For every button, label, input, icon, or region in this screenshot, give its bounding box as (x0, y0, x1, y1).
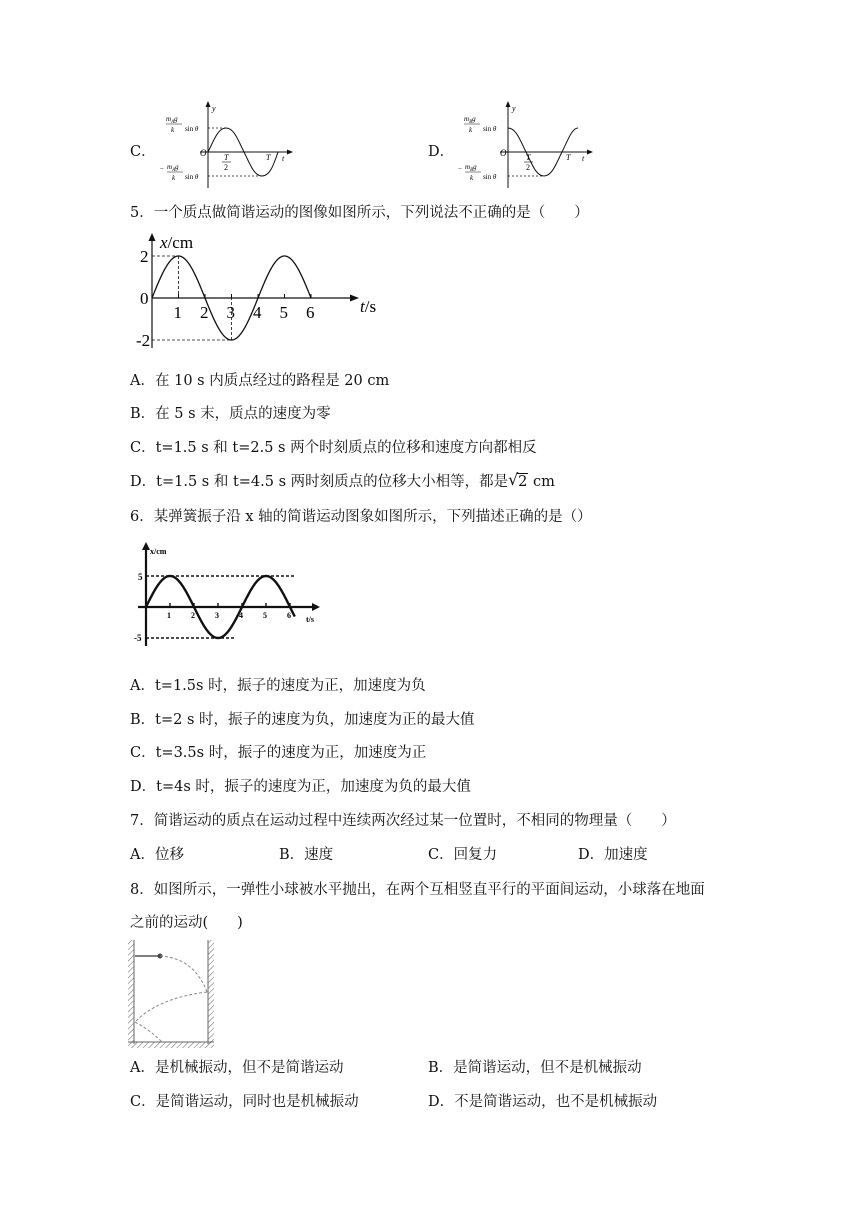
q6-x-axis-label: x/cm (150, 547, 167, 556)
q7-option-a-letter: A． (130, 847, 155, 863)
q6-t-axis-label: t/s (306, 615, 314, 624)
svg-text:−: − (160, 165, 164, 173)
q6-option-d-letter: D． (130, 779, 157, 795)
q7-option-c-letter: C． (428, 847, 454, 863)
q4c-y-label: y (212, 104, 216, 113)
q5-option-d-radicand: 2 (518, 474, 528, 490)
svg-text:T: T (566, 153, 571, 162)
svg-text:T: T (526, 153, 531, 162)
q7-option-d-text: 加速度 (604, 847, 648, 863)
q8-option-c-letter: C． (130, 1094, 156, 1110)
q4-option-c-letter: C． (130, 144, 156, 160)
q8-stem-line2: 之前的运动( ) (130, 915, 243, 931)
svg-text:mBg: $m_Bg$ (464, 115, 476, 125)
svg-text:mAg: $m_Ag$ (166, 115, 178, 125)
q6-option-a-text: t=1.5s 时，振子的速度为正，加速度为负 (154, 678, 426, 694)
svg-text:T: T (266, 153, 271, 162)
q7-option-b (279, 845, 333, 865)
q5-x-label: t/s (360, 297, 377, 316)
q6-option-d (130, 777, 471, 797)
q6-option-b (130, 710, 475, 730)
q5-option-b-text: 在 5 s 末，质点的速度为零 (155, 406, 331, 422)
q4-option-d-letter: D． (428, 144, 455, 160)
q8-option-b-letter: B． (428, 1060, 454, 1076)
q6-option-a (130, 676, 426, 696)
svg-text:sin θ: sin θ (483, 173, 497, 181)
q8-option-b (428, 1058, 642, 1078)
q5-option-a-text: 在 10 s 内质点经过的路程是 20 cm (154, 373, 390, 389)
q4d-t-label: t (582, 154, 585, 163)
q4c-origin: O (200, 148, 207, 158)
q5-option-b-letter: B． (130, 406, 156, 422)
q6-option-c-letter: C． (130, 745, 156, 761)
q6-graph (134, 540, 324, 650)
q6-tick-label: 6 (287, 611, 291, 620)
q5-stem: 5．一个质点做简谐运动的图像如图所示，下列说法不正确的是（ ） (130, 205, 589, 221)
q5-y-tick-label: 2 (140, 247, 149, 266)
q4d-y-label: y (512, 104, 516, 113)
q5-option-c (130, 438, 537, 458)
q8-option-c-text: 是简谐运动，同时也是机械振动 (155, 1094, 359, 1110)
q5-option-c-text: t=1.5 s 和 t=2.5 s 两个时刻质点的位移和速度方向都相反 (155, 440, 537, 456)
q8-option-c (130, 1092, 359, 1112)
q5-x-tick-label: 2 (200, 303, 209, 322)
q6-option-c-text: t=3.5s 时，振子的速度为正，加速度为正 (155, 745, 427, 761)
q5-option-b (130, 404, 331, 424)
q5-x-tick-label: 3 (226, 303, 235, 322)
q6-amp-label: 5 (138, 572, 143, 582)
q7-option-a-text: 位移 (154, 847, 184, 863)
svg-text:−: − (458, 165, 462, 173)
q5-option-d (130, 472, 555, 492)
q5-option-d-text: t=1.5 s 和 t=4.5 s 两时刻质点的位移大小相等，都是 (156, 474, 509, 490)
q4-option-c-graph (160, 100, 300, 192)
sqrt-symbol: √ 2 (508, 470, 528, 490)
svg-text:mBg: $m_Bg$ (465, 163, 477, 173)
svg-text:k: k (470, 174, 474, 182)
svg-text:T: T (224, 153, 229, 162)
q4-option-d-graph (458, 100, 598, 192)
q7-option-d (578, 845, 648, 865)
q7-option-c (428, 845, 497, 865)
q5-option-d-unit: cm (528, 474, 555, 490)
svg-text:sin θ: sin θ (185, 125, 199, 133)
q6-option-d-text: t=4s 时，振子的速度为正，加速度为负的最大值 (156, 779, 471, 795)
q8-option-d-letter: D． (428, 1094, 455, 1110)
q8-option-b-text: 是简谐运动，但不是机械振动 (453, 1060, 642, 1076)
q5-option-a-letter: A． (130, 373, 155, 389)
q6-stem: 6．某弹簧振子沿 x 轴的简谐运动图象如图所示，下列描述正确的是（） (130, 509, 592, 525)
q6-neg-amp-label: -5 (134, 633, 142, 643)
q7-option-d-letter: D． (578, 847, 605, 863)
q6-option-b-text: t=2 s 时，振子的速度为负，加速度为正的最大值 (155, 712, 475, 728)
q7-option-c-text: 回复力 (453, 847, 498, 863)
q7-option-b-text: 速度 (304, 847, 334, 863)
svg-text:k: k (172, 174, 176, 182)
svg-text:2: 2 (224, 163, 228, 172)
q5-y-tick-label: -2 (136, 331, 151, 350)
q6-tick-label: 4 (239, 611, 243, 620)
q8-stem-line1: 8．如图所示，一弹性小球被水平抛出，在两个互相竖直平行的平面间运动，小球落在地面 (130, 882, 705, 898)
q6-tick-label: 1 (167, 611, 171, 620)
q8-option-a (130, 1058, 343, 1078)
q8-option-d-text: 不是简谐运动，也不是机械振动 (454, 1094, 658, 1110)
q8-option-a-text: 是机械振动，但不是简谐运动 (154, 1060, 344, 1076)
q7-option-a (130, 845, 184, 865)
q6-option-c (130, 743, 426, 763)
q5-y-label: x/cm (160, 233, 194, 252)
svg-text:k: k (469, 126, 473, 134)
q5-option-d-letter: D． (130, 474, 157, 490)
svg-text:mAg: $m_Ag$ (167, 163, 179, 173)
q5-chart (130, 230, 390, 354)
q5-option-a (130, 371, 389, 391)
q6-option-b-letter: B． (130, 712, 156, 728)
q5-x-tick-label: 4 (253, 303, 262, 322)
svg-text:sin θ: sin θ (483, 125, 497, 133)
q8-option-d (428, 1092, 657, 1112)
q5-y-tick-label: 0 (140, 289, 149, 308)
q7-stem: 7．简谐运动的质点在运动过程中连续两次经过某一位置时，不相同的物理量（ ） (130, 813, 676, 829)
svg-text:sin θ: sin θ (185, 173, 199, 181)
q4d-origin: O (500, 148, 507, 158)
q6-option-a-letter: A． (130, 678, 155, 694)
q6-tick-label: 3 (215, 611, 219, 620)
q5-x-tick-label: 6 (306, 303, 315, 322)
q8-figure (128, 938, 224, 1050)
q5-x-tick-label: 5 (279, 303, 288, 322)
q6-tick-label: 5 (263, 611, 267, 620)
q6-tick-label: 2 (191, 611, 195, 620)
svg-text:k: k (171, 126, 175, 134)
q7-option-b-letter: B． (279, 847, 305, 863)
q5-option-c-letter: C． (130, 440, 156, 456)
q5-x-tick-label: 1 (173, 303, 182, 322)
q8-option-a-letter: A． (130, 1060, 155, 1076)
q4c-t-label: t (282, 154, 285, 163)
svg-text:2: 2 (526, 163, 530, 172)
